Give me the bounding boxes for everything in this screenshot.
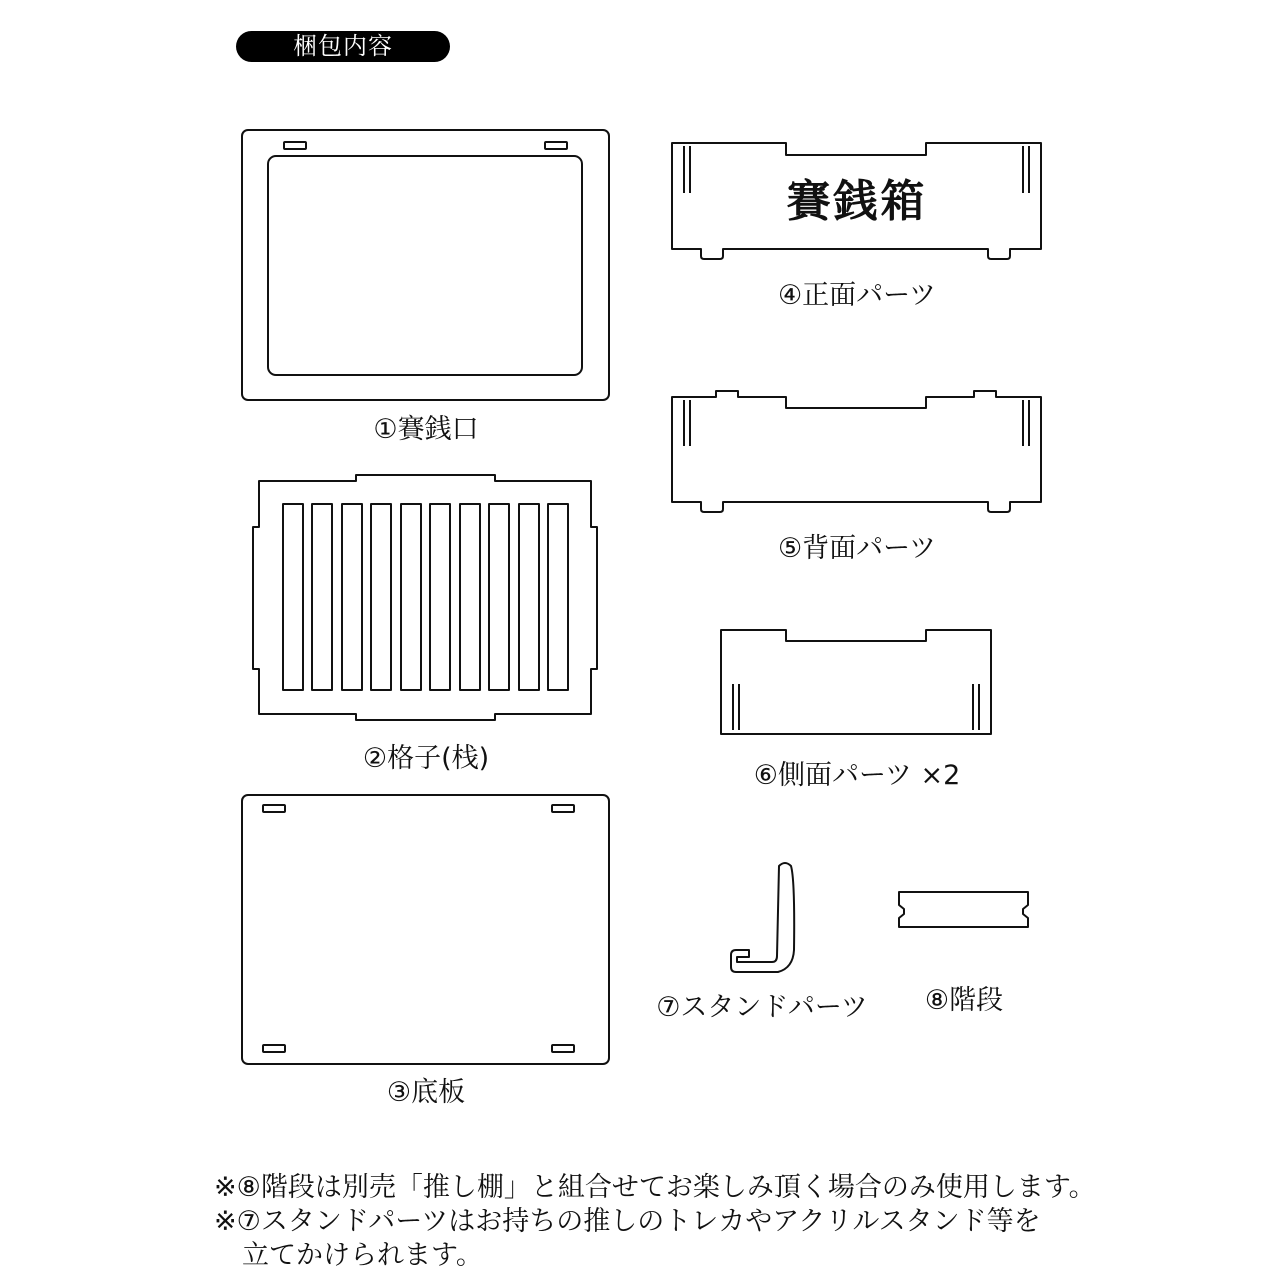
part-4-front-panel bbox=[672, 143, 1041, 259]
part-2-lattice bbox=[253, 475, 597, 720]
part-1-coin-slot bbox=[242, 130, 609, 400]
part-5-label: ⑤背面パーツ bbox=[777, 533, 937, 564]
part-3-label: ③底板 bbox=[386, 1077, 466, 1108]
part-7-label: ⑦スタンドパーツ bbox=[656, 992, 868, 1023]
note-stand-usage: ※⑦スタンドパーツはお持ちの推しのトレカやアクリルスタンド等を bbox=[214, 1206, 1041, 1237]
part-8-label: ⑧階段 bbox=[924, 985, 1004, 1016]
part-6-side-panel bbox=[721, 630, 991, 734]
engraving-text: 賽銭箱 bbox=[786, 176, 928, 227]
section-title-badge: 梱包内容 bbox=[236, 31, 450, 62]
part-2-label: ②格子(栈) bbox=[362, 743, 490, 774]
part-7-stand bbox=[731, 863, 794, 972]
part-3-base-plate bbox=[242, 795, 609, 1064]
part-5-back-panel bbox=[672, 391, 1041, 512]
part-6-label: ⑥側面パーツ ×2 bbox=[753, 760, 961, 791]
note-step-usage: ※⑧階段は別売「推し棚」と組合せてお楽しみ頂く場合のみ使用します。 bbox=[214, 1172, 1096, 1203]
part-8-step bbox=[899, 892, 1028, 927]
note-stand-usage-cont: 立てかけられます。 bbox=[242, 1240, 483, 1271]
part-1-label: ①賽銭口 bbox=[373, 414, 479, 445]
part-4-label: ④正面パーツ bbox=[777, 280, 937, 311]
